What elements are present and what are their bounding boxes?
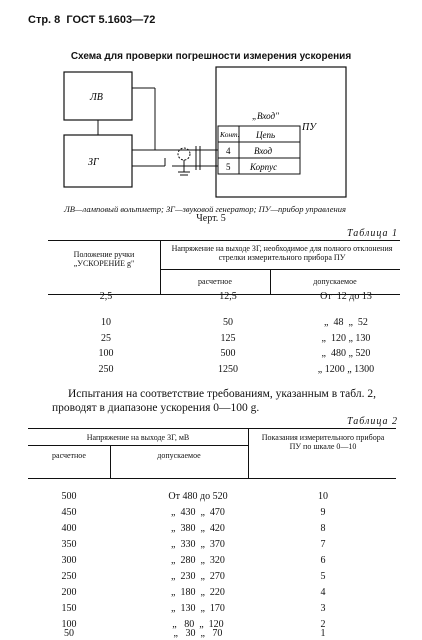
t2-allow: „ 430 „ 470 xyxy=(171,507,225,518)
t1-calc: 125 xyxy=(220,333,236,344)
t2-read: 9 xyxy=(320,507,326,518)
table1-sub-calc: расчетное xyxy=(198,277,232,286)
t1-allow: „ 480 „ 520 xyxy=(321,348,371,359)
t1-pos: 250 xyxy=(98,364,114,375)
t2-read: 10 xyxy=(318,491,328,502)
figure-caption: ЛВ—ламповый вольтметр; ЗГ—звуковой генератор; ПУ—прибор управления xyxy=(64,204,346,214)
t2-allow: „ 380 „ 420 xyxy=(171,523,225,534)
t1-calc: 1250 xyxy=(218,364,238,375)
lv-label: ЛВ xyxy=(90,92,103,103)
table1-group-header: Напряжение на выходе ЗГ, необходимое для полного отклонения стрелки измерительного прибора ПУ xyxy=(171,244,393,262)
body-paragraph: Испытания на соответствие требованиям, указанным в табл. 2, проводят в диапазоне ускорения 0—100 g. xyxy=(52,388,376,414)
t2-allow: „ 230 „ 270 xyxy=(171,571,225,582)
t2-calc: 150 xyxy=(61,603,77,614)
t2-allow: „ 330 „ 370 xyxy=(171,539,225,550)
t2-read: 4 xyxy=(320,587,326,598)
t2-read: 8 xyxy=(320,523,326,534)
t2-allow: „ 30 „ 70 xyxy=(173,628,223,639)
t2-read: 6 xyxy=(320,555,326,566)
t2-calc: 50 xyxy=(64,628,74,639)
t2-calc: 400 xyxy=(61,523,77,534)
t1-pos: 25 xyxy=(101,333,111,344)
pu-label: ПУ xyxy=(302,122,316,133)
t2-allow: „ 280 „ 320 xyxy=(171,555,225,566)
t1-calc: 12,5 xyxy=(219,291,237,302)
page-label: Стр. 8 xyxy=(28,14,61,26)
t2-calc: 450 xyxy=(61,507,77,518)
t1-pos: 100 xyxy=(98,348,114,359)
table2-sub-calc: расчетное xyxy=(52,451,86,460)
t2-calc: 500 xyxy=(61,491,77,502)
t2-read: 2 xyxy=(320,619,326,630)
t2-calc: 200 xyxy=(61,587,77,598)
t2-allow: „ 130 „ 170 xyxy=(171,603,225,614)
t1-allow: От 12 до 13 xyxy=(320,291,372,302)
schematic-diagram xyxy=(0,60,422,205)
page-header xyxy=(28,14,155,26)
figure-title: Схема для проверки погрешности измерения ускорения xyxy=(70,51,352,62)
table1-sub-allow: допускаемое xyxy=(313,277,357,286)
table1-col1-header: Положение ручки „УСКОРЕНИЕ g" xyxy=(73,250,135,268)
t1-calc: 500 xyxy=(220,348,236,359)
chart-label: Черт. 5 xyxy=(196,213,226,224)
t1-pos: 10 xyxy=(101,317,111,328)
t2-calc: 300 xyxy=(61,555,77,566)
t2-allow: „ 80 „ 120 xyxy=(172,619,224,630)
t2-allow: „ 180 „ 220 xyxy=(171,587,225,598)
connector-name-case: Корпус xyxy=(250,162,278,172)
table2-col3-header: Показания измерительного прибора ПУ по шкале 0—10 xyxy=(261,433,385,451)
connector-col-pin: Конт. xyxy=(220,130,240,139)
wiring xyxy=(98,88,218,175)
t2-read: 1 xyxy=(320,628,326,639)
t2-read: 5 xyxy=(320,571,326,582)
t1-calc: 50 xyxy=(223,317,233,328)
t2-calc: 350 xyxy=(61,539,77,550)
table2-sub-allow: допускаемое xyxy=(157,451,201,460)
connector-col-name: Цепь xyxy=(256,130,276,140)
connector-pin-4: 4 xyxy=(226,146,231,156)
t2-calc: 100 xyxy=(61,619,77,630)
input-label: „Вход" xyxy=(252,111,279,121)
t1-allow: „ 120 „ 130 xyxy=(321,333,371,344)
t2-read: 7 xyxy=(320,539,326,550)
t2-calc: 250 xyxy=(61,571,77,582)
t2-allow: От 480 до 520 xyxy=(168,491,228,502)
t1-pos: 2,5 xyxy=(99,291,113,302)
table1-caption: Таблица 1 xyxy=(347,228,398,239)
connector-pin-5: 5 xyxy=(226,162,231,172)
zg-label: ЗГ xyxy=(88,157,99,168)
connector-name-input: Вход xyxy=(254,146,273,156)
table2-group-header: Напряжение на выходе ЗГ, мВ xyxy=(86,433,190,442)
t1-allow: „ 1200 „ 1300 xyxy=(317,364,375,375)
table2-caption: Таблица 2 xyxy=(347,416,398,427)
gost-number: ГОСТ 5.1603—72 xyxy=(66,14,156,26)
t2-read: 3 xyxy=(320,603,326,614)
t1-allow: „ 48 „ 52 xyxy=(324,317,368,328)
